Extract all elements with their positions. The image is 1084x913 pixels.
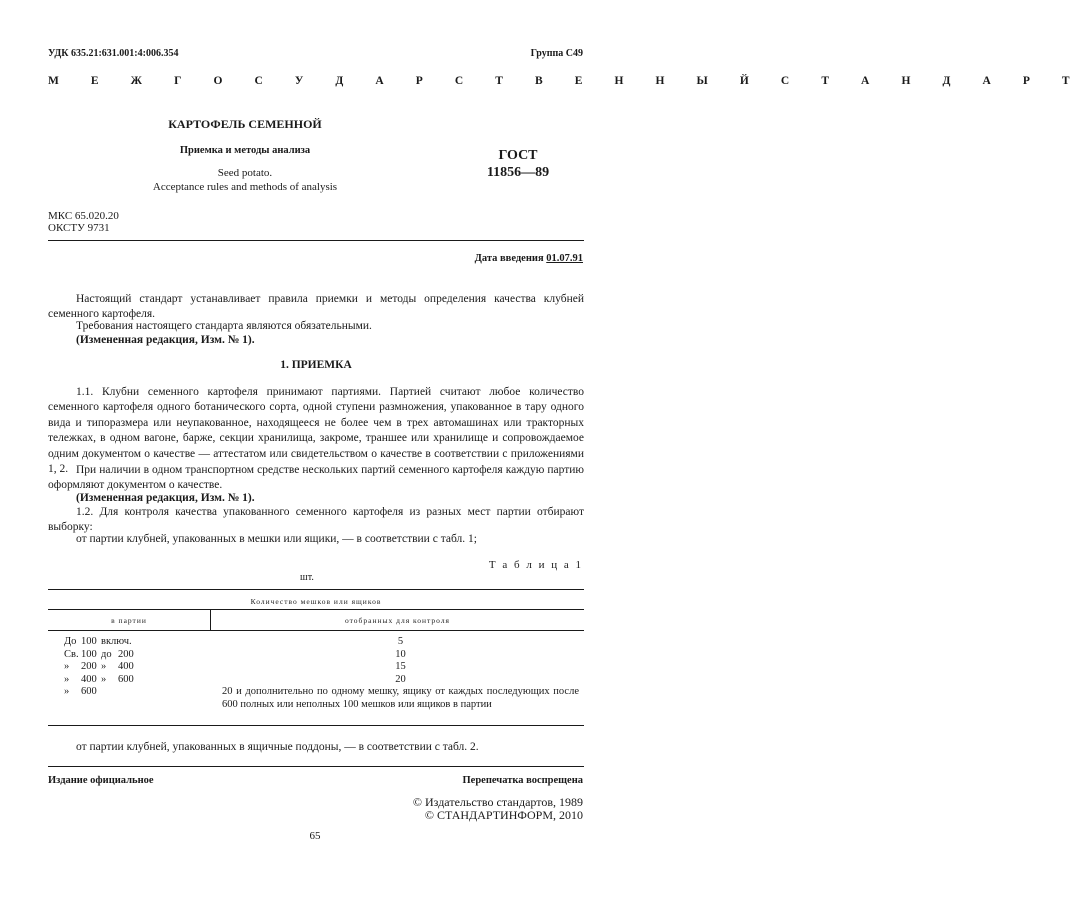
english-subtitle: Acceptance rules and methods of analysis [152, 181, 338, 193]
table-row: » 600 [64, 686, 97, 697]
table-row: » 200 » 400 [64, 661, 134, 672]
standard-title: КАРТОФЕЛЬ СЕМЕННОЙ [168, 117, 322, 131]
copyright-publisher: © Издательство стандартов, 1989 [412, 795, 583, 809]
table-caption: Т а б л и ц а 1 [488, 559, 583, 571]
standard-subtitle: Приемка и методы анализа [179, 145, 311, 156]
sample-rule-bags: от партии клубней, упакованных в мешки или ящики, — в соответствии с табл. 1; [76, 533, 477, 545]
table-value-note: 20 и дополнительно по одному мешку, ящику от каждых последующих после 600 полных или неполных 100 мешков или ящиков в партии [222, 686, 579, 710]
table-row: Св. 100 до 200 [64, 648, 134, 660]
page-number: 65 [309, 830, 321, 842]
sample-rule-pallets: от партии клубней, упакованных в ящичные поддоны, — в соответствии с табл. 2. [76, 741, 479, 753]
table-lot-column [64, 636, 204, 699]
interstate-standard-banner: М Е Ж Г О С У Д А Р С Т В Е Н Н Ы Й С Т А Н Д А Р Т [48, 75, 1084, 87]
date-value: 01.07.91 [546, 253, 583, 264]
introduction-date [475, 253, 583, 264]
table-value: 10 [395, 648, 406, 660]
table-row: До 100 включ. [64, 636, 132, 647]
footer-divider [48, 766, 584, 767]
table-header-span: Количество мешков или ящиков [250, 597, 382, 606]
gost-number: 11856—89 [486, 165, 550, 180]
clause-1-1: 1.1. Клубни семенного картофеля принимают партиями. Партией считают любое количество семенного картофеля одного ботанического сорта, одной ступени размножения, упакованное в тару одного вида и типоразмера или неупакованное, находящееся не более чем в трех автомашинах или тракторных тележках, в одном вагоне, барже, секции хранилища, закроме, траншее или хранилище и сопровождаемое одним документом о качестве — аттестатом или свидетельством о качестве в соответствии с приложениями 1, 2. [48, 386, 584, 476]
gost-label: ГОСТ [498, 148, 538, 163]
header-divider [48, 240, 584, 241]
okstu-code: ОКСТУ 9731 [48, 222, 110, 234]
amendment-note-2: (Измененная редакция, Изм. № 1). [76, 492, 255, 504]
table-bottom-border [48, 725, 584, 726]
table-top-border [48, 589, 584, 590]
mks-code: МКС 65.020.20 [48, 210, 119, 222]
clause-1-2: 1.2. Для контроля качества упакованного семенного картофеля из разных мест партии отбирают выборку: [48, 506, 584, 534]
table-column-divider [210, 609, 211, 631]
table-selected-column [222, 636, 579, 711]
copyright-standartinform: © СТАНДАРТИНФОРМ, 2010 [424, 808, 583, 822]
official-edition: Издание официальное [48, 775, 154, 786]
table-header-divider [48, 609, 584, 610]
table-col-selected: отобранных для контроля [344, 616, 451, 625]
table-value: 20 [395, 673, 406, 685]
mandatory-note: Требования настоящего стандарта являются обязательными. [76, 320, 372, 332]
table-col-in-lot: в партии [111, 616, 147, 625]
english-title: Seed potato. [217, 167, 273, 179]
table-unit: шт. [300, 572, 314, 583]
group-code: Группа С49 [530, 48, 583, 59]
udk-code: УДК 635.21:631.001:4:006.354 [48, 48, 179, 59]
date-label: Дата введения [474, 253, 544, 264]
intro-paragraph: Настоящий стандарт устанавливает правила приемки и методы определения качества клубней семенного картофеля. [48, 293, 584, 321]
table-value: 5 [397, 636, 404, 647]
amendment-note: (Измененная редакция, Изм. № 1). [76, 334, 255, 346]
clause-1-1-continued: При наличии в одном транспортном средстве нескольких партий семенного картофеля каждую партию оформляют документом о качестве. [48, 464, 584, 492]
table-header-bottom [48, 630, 584, 631]
table-value: 15 [395, 661, 406, 672]
reprint-notice: Перепечатка воспрещена [462, 775, 583, 786]
section-heading: 1. ПРИЕМКА [280, 359, 352, 371]
table-row: » 400 » 600 [64, 673, 134, 685]
